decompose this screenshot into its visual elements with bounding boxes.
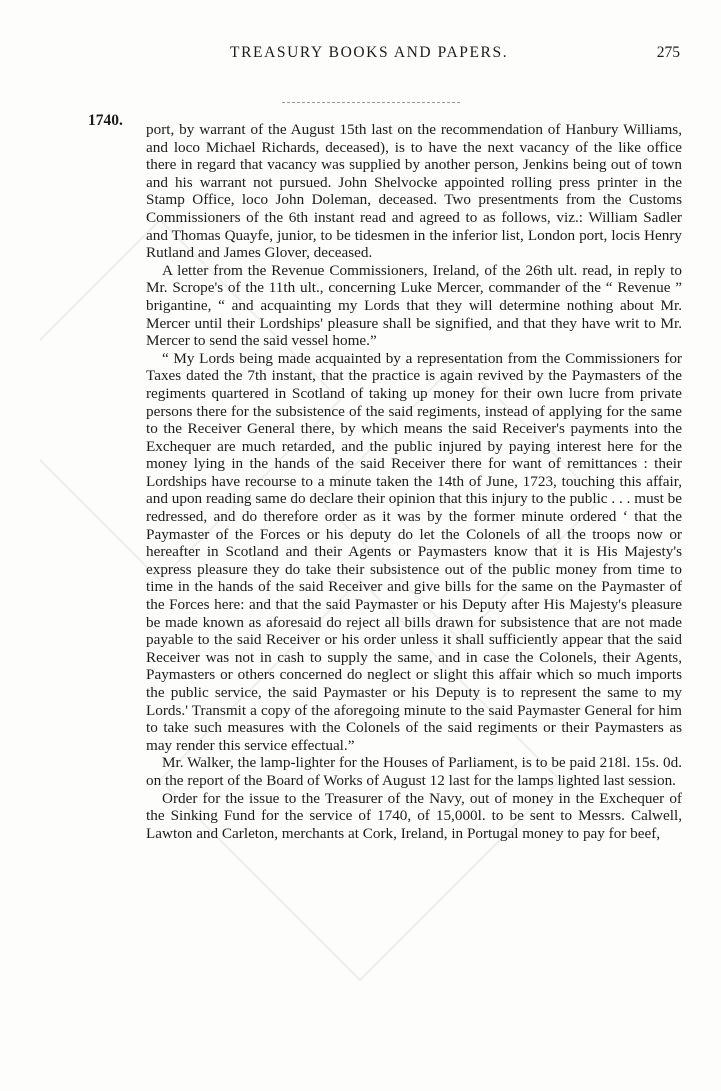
- paragraph-continuation: port, by warrant of the August 15th last on the recommendation of Hanbury Williams, and loco Michael Richards, deceased), is to have the next vacancy of the like office there in regard that vacancy was supplied by another person, Jenkins being out of town and his warrant not pursued. John Shelvocke appointed rolling press printer in the Stamp Office, loco John Doleman, deceased. Two presentments from the Customs Commissioners of the 6th instant read and agreed to as follows, viz.: William Sadler and Thomas Quayfe, junior, to be tidesmen in the inferior list, London port, locis Henry Rutland and James Glover, deceased.: [146, 121, 682, 262]
- header-rule: [282, 102, 460, 103]
- body-text: [146, 121, 682, 842]
- running-head-title: TREASURY BOOKS AND PAPERS.: [230, 44, 509, 61]
- paragraph-lamp-lighter: Mr. Walker, the lamp-lighter for the Houses of Parliament, is to be paid 218l. 15s. 0d. on the report of the Board of Works of August 12 last for the lamps lighted last session.: [146, 754, 682, 789]
- paragraph-navy-order: Order for the issue to the Treasurer of the Navy, out of money in the Exchequer of the Sinking Fund for the service of 1740, of 15,000l. to be sent to Messrs. Calwell, Lawton and Carleton, merchants at Cork, Ireland, in Portugal money to pay for beef,: [146, 789, 682, 842]
- margin-year: 1740.: [88, 112, 123, 129]
- running-head: [150, 44, 680, 68]
- page-number: 275: [656, 44, 680, 61]
- paragraph-revenue-letter: A letter from the Revenue Commissioners, Ireland, of the 26th ult. read, in reply to Mr. Scrope's of the 11th ult., concerning Luke Mercer, commander of the “ Revenue ” brigantine, “ and acquainting my Lords that they will determine nothing about Mr. Mercer until their Lordships' pleasure shall be signified, and that they have writ to Mr. Mercer to send the said vessel home.”: [146, 261, 682, 350]
- paragraph-taxes-minute: “ My Lords being made acquainted by a representation from the Commissioners for Taxes dated the 7th instant, that the practice is again revived by the Paymasters of the regiments quartered in Scotland of taking up money for their own lucre from private persons there for the subsistence of the said regiments, instead of applying for the same to the Receiver General there, by which means the said Receiver's payments into the Exchequer are much retarded, and the public injured by paying interest here for the money lying in the hands of the said Receiver there for want of remittances : their Lordships have recourse to a minute taken the 14th of June, 1723, touching this affair, and upon reading same do declare their opinion that this injury to the public . . . must be redressed, and do therefore order as it was by the former minute ordered ‘ that the Paymaster of the Forces or his deputy do let the Colonels of all the troops now or hereafter in Scotland and their Agents or Paymasters know that it is His Majesty's express pleasure they do take their subsistence out of the public money from time to time in the hands of the said Receiver and give bills for the same on the Paymaster of the Forces here: and that the said Paymaster or his Deputy after His Majesty's pleasure be made known as aforesaid do reject all bills drawn for subsistence that are not made payable to the said Receiver or his order unless it shall sufficiently appear that the said Receiver was not in cash to supply the same, and in case the Colonels, their Agents, Paymasters or others concerned do neglect or slight this affair which so much imports the public service, the said Paymaster or his Deputy is to represent the same to my Lords.' Transmit a copy of the aforegoing minute to the said Paymaster General for him to take such measures with the Colonels of the said regiments or their Paymasters as may render this service effectual.”: [146, 349, 682, 754]
